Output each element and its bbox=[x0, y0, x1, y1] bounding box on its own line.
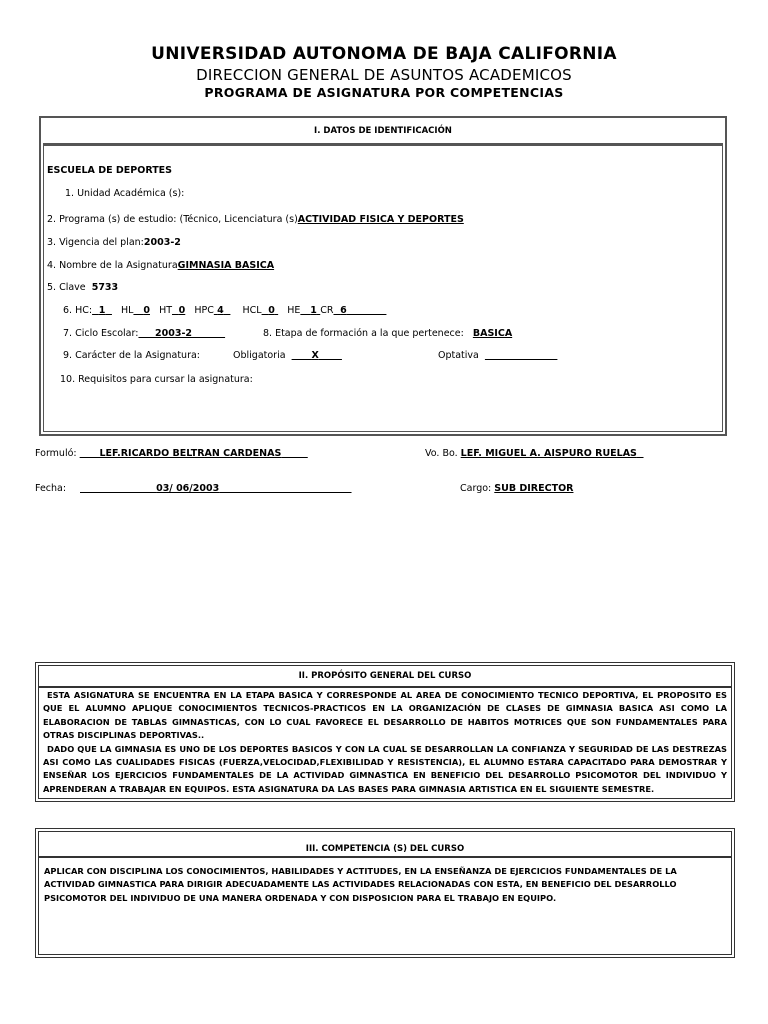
formulo-value: LEF.RICARDO BELTRAN CARDENAS bbox=[99, 448, 282, 459]
optativa-row bbox=[438, 350, 557, 361]
university-title: UNIVERSIDAD AUTONOMA DE BAJA CALIFORNIA bbox=[151, 44, 617, 64]
vobo-row bbox=[425, 448, 644, 459]
clave-label: 5. Clave bbox=[47, 282, 86, 293]
ht-value: 0 bbox=[178, 305, 186, 316]
optativa-label: Optativa bbox=[438, 350, 479, 361]
hpc-value: 4 bbox=[217, 305, 224, 316]
obligatoria-value: X bbox=[311, 350, 319, 361]
etapa-row bbox=[263, 328, 512, 339]
programa-value: ACTIVIDAD FISICA Y DEPORTES bbox=[297, 214, 464, 225]
vigencia-label: 3. Vigencia del plan: bbox=[47, 237, 144, 248]
clave-row bbox=[47, 282, 118, 293]
ciclo-row bbox=[63, 328, 225, 339]
cr-label: CR bbox=[320, 305, 334, 316]
hc-label: 6. HC: bbox=[63, 305, 93, 316]
program-title: PROGRAMA DE ASIGNATURA POR COMPETENCIAS bbox=[204, 85, 564, 100]
hours-row bbox=[63, 305, 386, 316]
formulo-row bbox=[35, 448, 308, 459]
purpose-paragraph-2: DADO QUE LA GIMNASIA ES UNO DE LOS DEPORTES BASICOS Y CON LA CUAL SE DESARROLLAN LA CONFIANZA Y SEGURIDAD DE LAS DESTREZAS ASI COMO LAS CUALIDADES FISICAS (FUERZA,VELOCIDAD,FLEXIBILIDAD Y RESISTENCIA), EL ALUMNO ESTARA CAPACITADO PARA DEMOSTRAR Y ENSEÑAR LOS EJERCICIOS FUNDAMENTALES DE LA ACTIVIDAD GIMNASTICA EN BENEFICIO DEL DESARROLLO PSICOMOTOR DEL INDIVIDUO Y APRENDERAN A TRABAJAR EN EQUIPOS. ESTA ASIGNATURA DA LAS BASES PARA GIMNASIA ARTISTICA EN EL SIGUIENTE SEMESTRE. bbox=[43, 743, 727, 794]
competence-section bbox=[35, 828, 735, 958]
cr-value: 6 bbox=[340, 305, 347, 316]
obligatoria-row bbox=[233, 350, 342, 361]
vigencia-row bbox=[47, 237, 181, 248]
ciclo-label: 7. Ciclo Escolar: bbox=[63, 328, 139, 339]
requisitos-label: 10. Requisitos para cursar la asignatura: bbox=[60, 374, 253, 385]
ciclo-value: 2003-2 bbox=[155, 328, 192, 339]
purpose-section bbox=[35, 662, 735, 802]
school-name: ESCUELA DE DEPORTES bbox=[47, 165, 173, 176]
nombre-label: 4. Nombre de la Asignatura bbox=[47, 260, 178, 271]
etapa-label: 8. Etapa de formación a la que pertenece: bbox=[263, 328, 464, 339]
vigencia-value: 2003-2 bbox=[143, 237, 181, 248]
direction-title: DIRECCION GENERAL DE ASUNTOS ACADEMICOS bbox=[196, 66, 572, 84]
purpose-title: II. PROPÓSITO GENERAL DEL CURSO bbox=[38, 665, 732, 687]
purpose-body bbox=[38, 687, 732, 799]
cargo-value: SUB DIRECTOR bbox=[494, 483, 574, 494]
he-value: 1 bbox=[310, 305, 317, 316]
ht-label: HT bbox=[159, 305, 173, 316]
fecha-value: 03/ 06/2003 bbox=[156, 483, 220, 494]
hcl-label: HCL bbox=[242, 305, 262, 316]
obligatoria-label: Obligatoria bbox=[233, 350, 286, 361]
clave-value: 5733 bbox=[91, 282, 119, 293]
vobo-label: Vo. Bo. bbox=[425, 448, 458, 459]
identification-title: I. DATOS DE IDENTIFICACIÓN bbox=[43, 120, 723, 145]
hcl-value: 0 bbox=[268, 305, 275, 316]
he-label: HE bbox=[287, 305, 301, 316]
nombre-value: GIMNASIA BASICA bbox=[177, 260, 275, 271]
hc-value: 1 bbox=[98, 305, 106, 316]
identification-section bbox=[39, 116, 727, 436]
fecha-row bbox=[80, 483, 352, 494]
hpc-label: HPC bbox=[194, 305, 214, 316]
competence-title: III. COMPETENCIA (S) DEL CURSO bbox=[38, 831, 732, 857]
hl-label: HL bbox=[121, 305, 134, 316]
optativa-blank bbox=[485, 350, 557, 361]
fecha-label: Fecha: bbox=[35, 483, 67, 494]
cargo-row bbox=[460, 483, 573, 494]
cargo-label: Cargo: bbox=[460, 483, 492, 494]
etapa-value: BASICA bbox=[472, 328, 513, 339]
hl-value: 0 bbox=[143, 305, 150, 316]
unidad-label: 1. Unidad Académica (s): bbox=[65, 188, 185, 199]
vobo-value: LEF. MIGUEL A. AISPURO RUELAS bbox=[460, 448, 637, 459]
programa-label: 2. Programa (s) de estudio: (Técnico, Licenciatura (s) bbox=[47, 214, 298, 225]
caracter-label: 9. Carácter de la Asignatura: bbox=[63, 350, 200, 361]
competence-body: APLICAR CON DISCIPLINA LOS CONOCIMIENTOS, HABILIDADES Y ACTITUDES, EN LA ENSEÑANZA DE EJERCICIOS FUNDAMENTALES DE LA ACTIVIDAD GIMNASTICA PARA DIRIGIR ADECUADAMENTE LAS ACTIVIDADES RELACIONADAS CON ESTA, EN BENEFICIO DEL DESARROLLO PSICOMOTOR DEL INDIVIDUO DE UNA MANERA ORDENADA Y CON DISPOSICION PARA EL TRABAJO EN EQUIPO. bbox=[38, 857, 732, 955]
nombre-row bbox=[47, 260, 274, 271]
formulo-label: Formuló: bbox=[35, 448, 77, 459]
purpose-paragraph-1: ESTA ASIGNATURA SE ENCUENTRA EN LA ETAPA BASICA Y CORRESPONDE AL AREA DE CONOCIMIENTO TECNICO DEPORTIVA, EL PROPOSITO ES QUE EL ALUMNO APLIQUE CONOCIMIENTOS TECNICOS-PRACTICOS EN LA ORGANIZACIÓN DE CLASES DE GIMNASIA BASICA ASI COMO LA ELABORACION DE TABLAS GIMNASTICAS, CON LO CUAL FAVORECE EL DESARROLLO DE HABITOS MOTRICES QUE SON FUNDAMENTALES PARA OTRAS DISCIPLINAS DEPORTIVAS.. bbox=[43, 690, 727, 741]
programa-row bbox=[47, 214, 464, 225]
